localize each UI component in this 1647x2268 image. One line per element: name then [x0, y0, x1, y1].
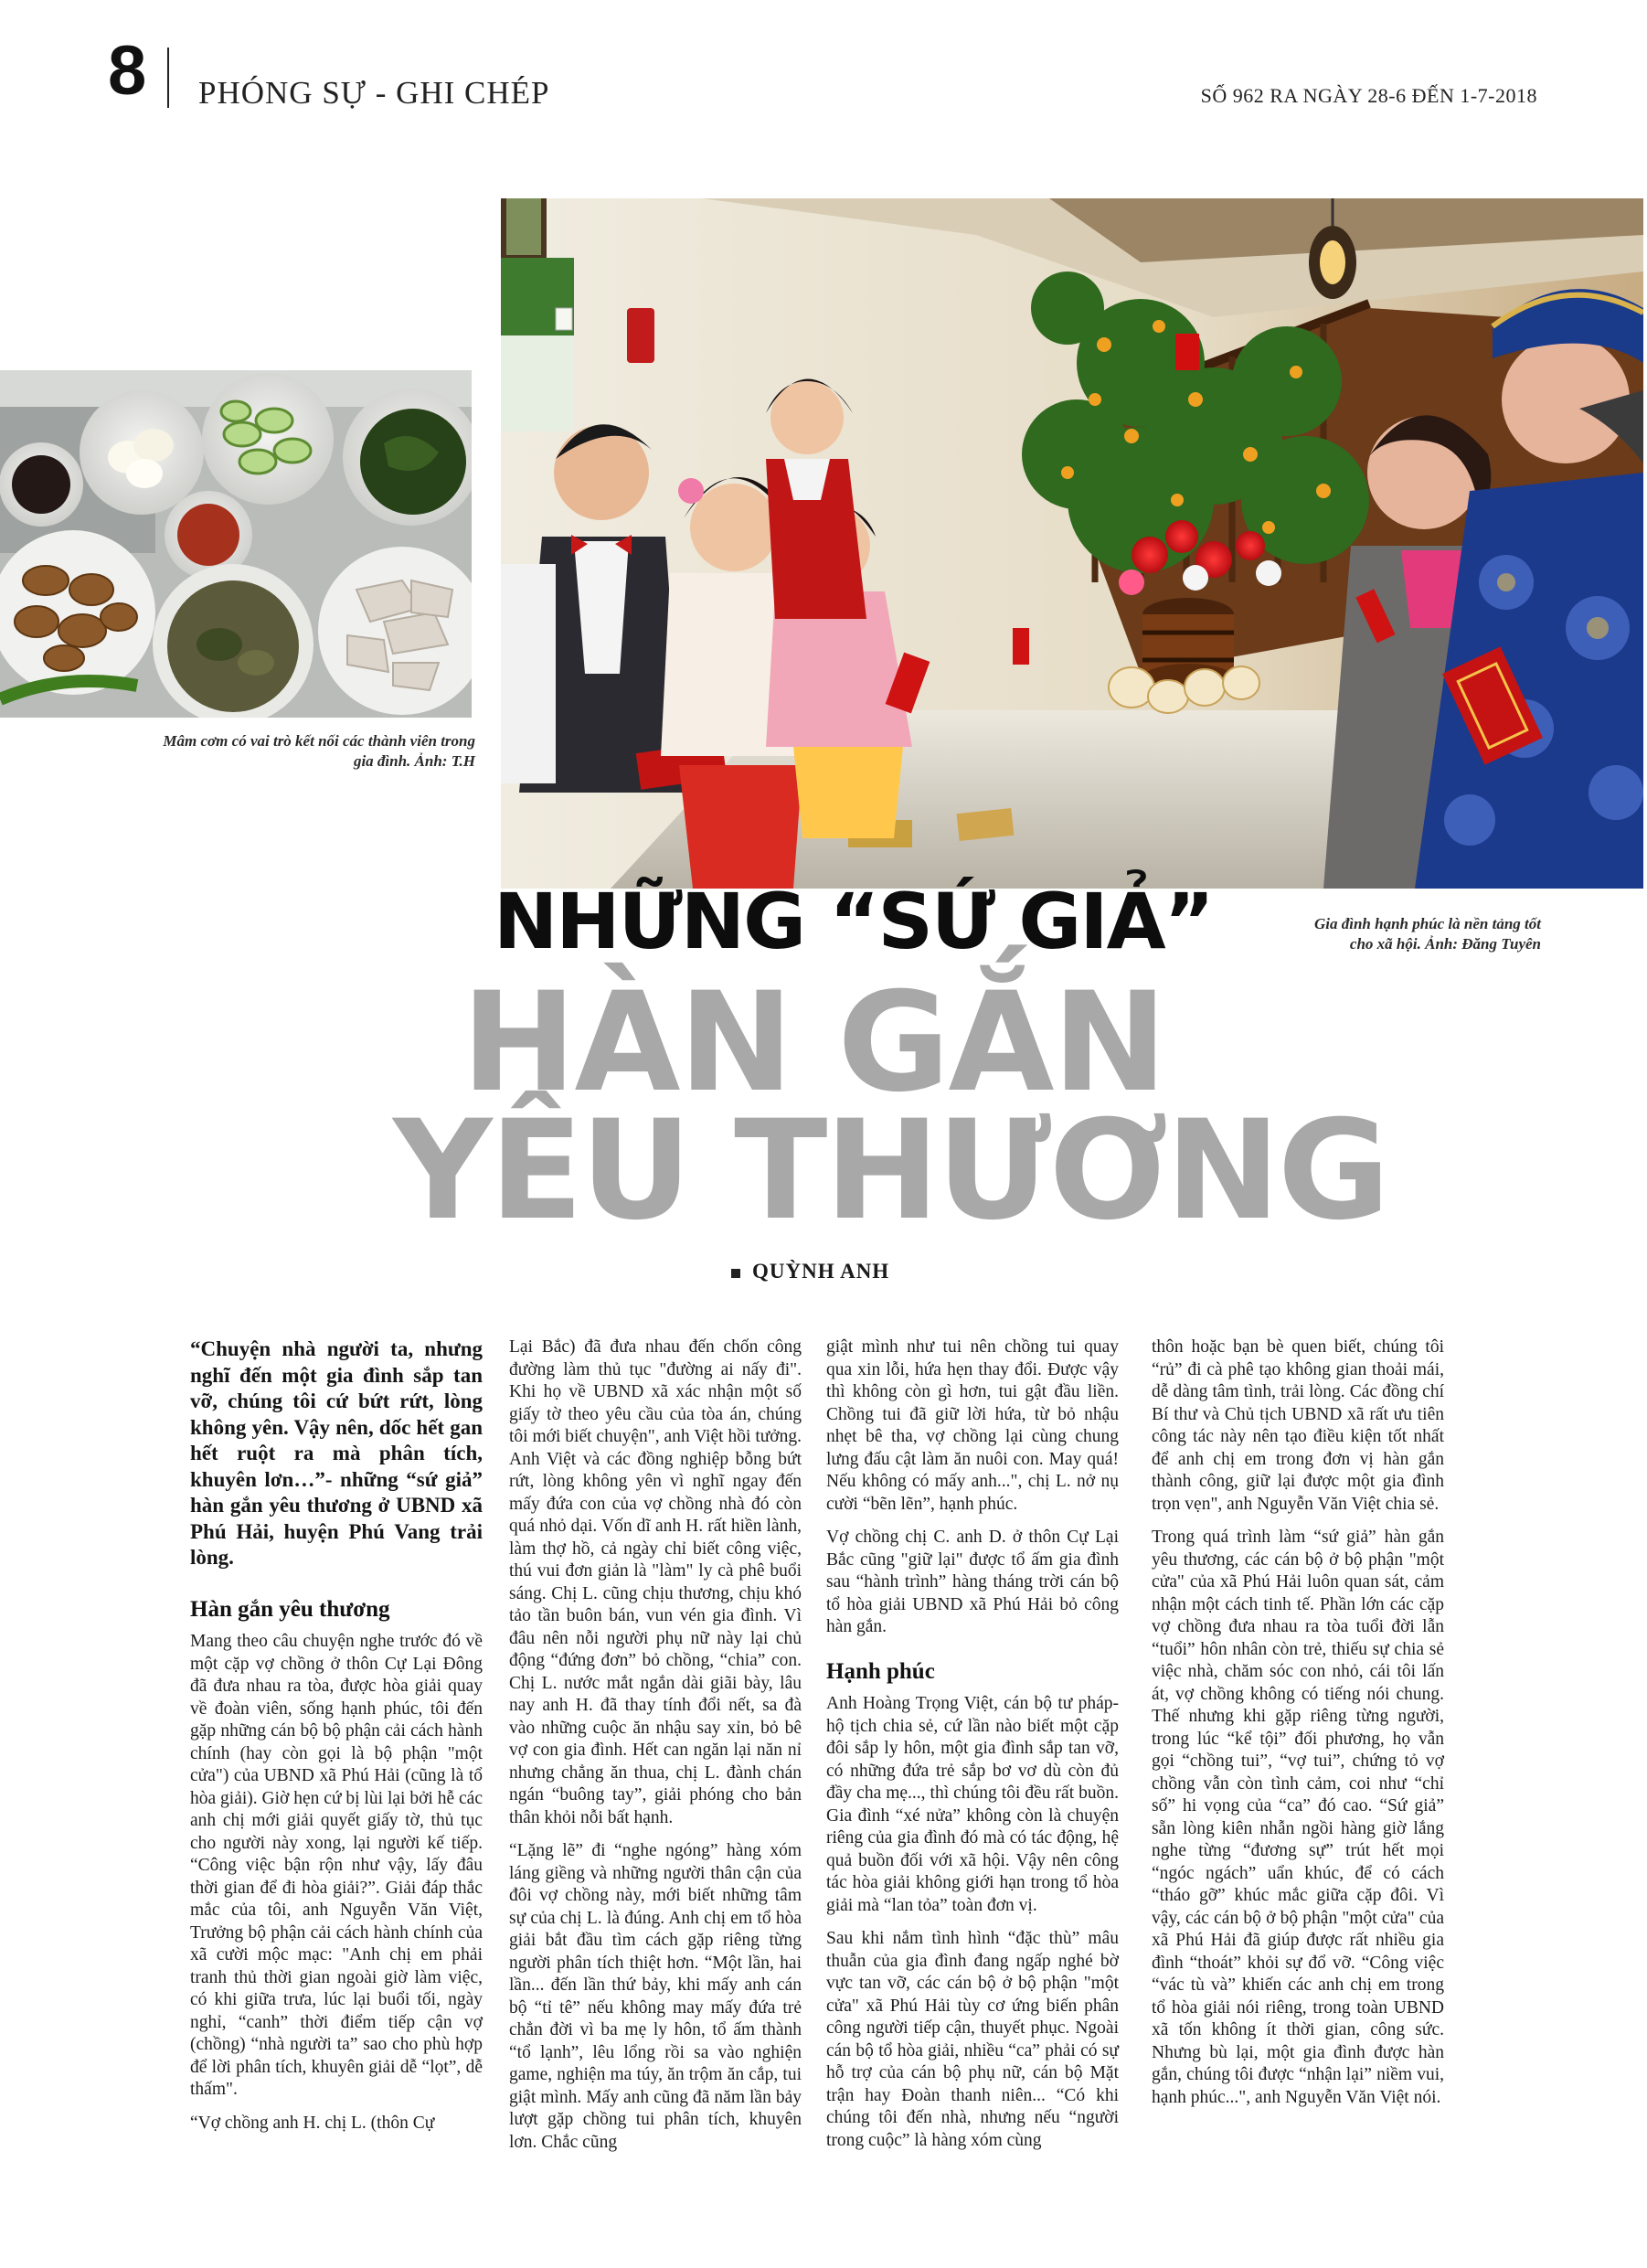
article-lead: “Chuyện nhà người ta, nhưng nghĩ đến một gia đình sắp tan vỡ, chúng tôi cứ bứt rứt, lòng không yên. Vậy nên, dốc hết gan hết ruột ra mà phân tích, khuyên lơn…”- những “sứ giả” hàn gắn yêu thương ở UBND xã Phú Hải, huyện Phú Vang trải lòng. [190, 1337, 483, 1569]
paragraph: Vợ chồng chị C. anh D. ở thôn Cự Lại Bắc cũng "giữ lại" được tổ ấm gia đình sau “hành trình” hàng tháng trời cán bộ tổ hòa giải UBND xã Phú Hải bỏ công hàn gắn. [826, 1528, 1119, 1636]
paragraph: Sau khi nắm tình hình “đặc thù” mâu thuẫn của gia đình đang ngấp nghé bờ vực tan vỡ, các cán bộ ở bộ phận "một cửa" xã Phú Hải tùy cơ ứng biến phân công người tiếp cận, thuyết phục. Ngoài cán bộ tổ hòa giải, nhiều “ca” phải có sự hỗ trợ của cán bộ phụ nữ, cán bộ Mặt trận hay Đoàn thanh niên... “Có khi chúng tôi đến nhà, nhưng nếu “người trong cuộc” là hàng xóm cùng [826, 1929, 1119, 2150]
paragraph: Trong quá trình làm “sứ giả” hàn gắn yêu thương, các cán bộ ở bộ phận "một cửa" của xã Phú Hải luôn quan sát, cảm nhận một cách tinh tế. Phần lớn các cặp vợ chồng đưa nhau ra tòa tuổi đời lẫn “tuổi” hôn nhân còn trẻ, thiếu sự chia sẻ việc nhà, chăm sóc con nhỏ, cái tôi lấn át, vợ chồng không có tiếng nói chung. Thế nhưng khi gặp riêng từng người, trong lúc “kể tội” đối phương, họ vẫn gọi “chồng tui”, “vợ tui”, chứng tỏ vợ chồng vẫn còn tình cảm, coi như “chỉ số” hi vọng của “ca” đó cao. “Sứ giả” sẵn lòng kiên nhẫn ngồi hàng giờ lắng nghe từng “đương sự” trút hết mọi “ngóc ngách” uẩn khúc, để có cách “tháo gỡ” khúc mắc giữa cặp đôi. Vì vậy, các cán bộ ở bộ phận "một cửa" của xã Phú Hải đã giúp được rất nhiều gia đình “thoát” khỏi sự đổ vỡ. “Công việc “vác tù và” khiến các anh chị em trong tổ hòa giải nói riêng, trong toàn UBND xã tốn không ít thời gian, công sức. Nhưng bù lại, một gia đình được hàn gắn, chúng tôi được “nhận lại” niềm vui, hạnh phúc...", anh Nguyễn Văn Việt nói. [1152, 1528, 1444, 2107]
family-photo [501, 198, 1643, 889]
family-caption-line-1: Gia đình hạnh phúc là nền tảng tốt [1313, 915, 1541, 932]
article-column-4 [1152, 1336, 1444, 2120]
paragraph: Anh Hoàng Trọng Việt, cán bộ tư pháp-hộ tịch chia sẻ, cứ lần nào biết một cặp đôi sắp ly hôn, một gia đình sắp tan vỡ, có những đứa trẻ sắp bơ vơ dù còn đủ đầy cha mẹ..., thì chúng tôi đều rất buồn. Gia đình “xé nửa” không còn là chuyện riêng của gia đình đó mà có tác động, hệ quả buồn đối với xã hội. Vậy nên công tác hòa giải không giới hạn trong tổ hòa giải mà “lan tỏa” toàn đơn vị. [826, 1694, 1119, 1915]
food-photo-caption [110, 731, 475, 772]
food-photo [0, 370, 472, 718]
section-title: PHÓNG SỰ - GHI CHÉP [198, 75, 550, 111]
article-column-2 [509, 1336, 802, 2165]
title-line-1: NHỮNG “SỨ GIẢ” [494, 877, 1213, 966]
paragraph: “Lặng lẽ” đi “nghe ngóng” hàng xóm láng giềng và những người thân cận của đôi vợ chồng này, mới biết những tâm sự của chị L. là đúng. Anh chị em tổ hòa giải bắt đầu tìm cách gặp riêng từng người phân tích thiệt hơn. “Một lần, hai lần... đến lần thứ bảy, khi mấy anh cán bộ “tỉ tê” nếu không may mấy đứa trẻ chẳn đời vì ba mẹ ly hôn, tổ ấm thành “tổ lạnh”, lêu lổng rồi sa vào nghiện game, nghiện ma túy, ăn trộm ăn cắp, tui giật mình. Mấy anh cũng đã năm lần bảy lượt gặp chồng tui phân tích, khuyên lơn. Chắc cũng [509, 1841, 802, 2152]
paragraph: thôn hoặc bạn bè quen biết, chúng tôi “rủ” đi cà phê tạo không gian thoải mái, dễ dàng tâm tình, trải lòng. Các đồng chí Bí thư và Chủ tịch UBND xã rất ưu tiên công tác này nên tạo điều kiện tốt nhất để anh chị em trong đơn vị hàn gắn thành công, giữ lại được một gia đình trọn vẹn", anh Nguyễn Văn Việt chia sẻ. [1152, 1337, 1444, 1514]
paragraph: “Vợ chồng anh H. chị L. (thôn Cự [190, 2113, 435, 2133]
family-photo-caption [1179, 914, 1541, 954]
food-caption-line-2: gia đình. Ảnh: T.H [353, 752, 475, 770]
paragraph: giật mình như tui nên chồng tui quay qua xin lỗi, hứa hẹn thay đổi. Được vậy thì không còn gì hơn, tui gật đầu liền. Chồng tui đã giữ lời hứa, từ bỏ nhậu nhẹt bê tha, vợ chồng lại cùng chung lưng đấu cật làm ăn nuôi con. May quá! Nếu không có mấy anh...", chị L. nở nụ cười “bẽn lẽn”, hạnh phúc. [826, 1337, 1119, 1514]
page-number: 8 [108, 32, 147, 110]
paragraph: Lại Bắc) đã đưa nhau đến chốn công đường làm thủ tục "đường ai nấy đi". Khi họ về UBND xã xác nhận một số giấy tờ theo yêu cầu của tòa án, chúng tôi mới biết chuyện", anh Việt hồi tưởng. Anh Việt và các đồng nghiệp bỗng bứt rứt, lòng không yên vì nghĩ ngay đến mấy đứa con của vợ chồng nhà đó còn quá nhỏ dại. Vốn dĩ anh H. rất hiền lành, làm thợ hồ, cả ngày chỉ biết công việc, thú vui đơn giản là "làm" ly cà phê buổi sáng. Chị L. cũng chịu thương, chịu khó tảo tần buôn bán, vun vén gia đình. Vì đâu nên nỗi người phụ nữ này lại chủ động “đứng đơn” bỏ chồng, “chia” con. Chị L. nước mắt ngắn dài giãi bày, lâu nay anh H. đã thay tính đổi nết, sa đà vào những cuộc ăn nhậu say xỉn, bỏ bê vợ con gia đình. Hết can ngăn lại năn nỉ nhưng chẳng ăn thua, chị L. đành chán ngán “buông tay”, giải phóng cho bản thân khỏi nỗi bất hạnh. [509, 1337, 802, 1827]
subhead-han-gan: Hàn gắn yêu thương [190, 1596, 390, 1622]
food-caption-line-1: Mâm cơm có vai trò kết nối các thành viên trong [163, 732, 475, 750]
paragraph: Mang theo câu chuyện nghe trước đó về một cặp vợ chồng ở thôn Cự Lại Đông đã đưa nhau ra tòa, được hòa giải quay về đoàn viên, sống hạnh phúc, tôi đến gặp những cán bộ bộ phận cải cách hành chính (hay còn gọi là bộ phận "một cửa") của UBND xã Phú Hải (cũng là tổ hòa giải). Giờ hẹn cứ bị lùi lại bởi hễ các anh chị mới giải quyết giấy tờ, thủ tục cho người này xong, lại người kế tiếp. “Công việc bận rộn như vậy, lấy đâu thời gian để đi hòa giải?”. Giải đáp thắc mắc của tôi, anh Nguyễn Văn Việt, Trưởng bộ phận cải cách hành chính của xã cười mộc mạc: "Anh chị em phải tranh thủ thời gian ngoài giờ làm việc, có khi giữa trưa, lúc lại buổi tối, ngày nghỉ, “canh” thời điểm tiếp cận vợ (chồng) “nhà người ta” sao cho phù hợp để lời phân tích, khuyên giải dễ “lọt”, dễ thấm". [190, 1632, 483, 2099]
family-caption-line-2: cho xã hội. Ảnh: Đăng Tuyên [1349, 935, 1541, 953]
byline-bullet [731, 1269, 740, 1278]
subhead-hanh-phuc: Hạnh phúc [826, 1658, 935, 1684]
article-column-3 [826, 1336, 1119, 2163]
header-divider [167, 48, 169, 108]
issue-info: SỐ 962 RA NGÀY 28-6 ĐẾN 1-7-2018 [1200, 84, 1537, 107]
article-column-1 [190, 1336, 483, 2146]
title-line-3: YÊU THƯƠNG [393, 1091, 1387, 1251]
title-line-2: HÀN GẮN [461, 964, 1166, 1123]
byline: QUỲNH ANH [752, 1260, 890, 1283]
